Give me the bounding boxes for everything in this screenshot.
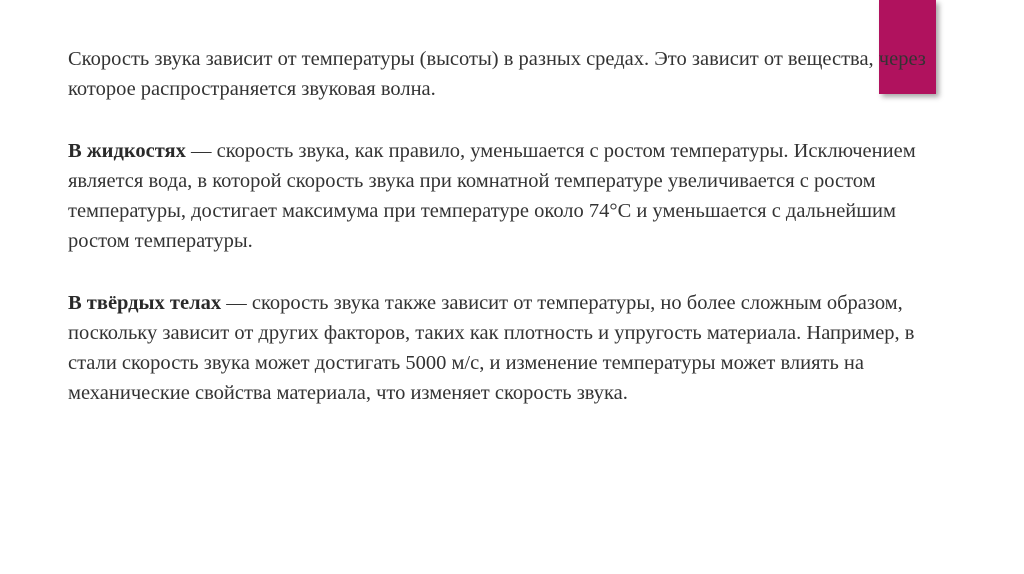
paragraph-lead: В твёрдых телах: [68, 292, 222, 314]
paragraph-text: — скорость звука, как правило, уменьшается с ростом температуры. Исключением является вода, в которой скорость звука при комнатной температуре увеличивается с ростом температуры, достигает максимума при температуре около 74°C и уменьшается с дальнейшим ростом температуры.: [68, 140, 916, 252]
paragraph-solids: [68, 288, 938, 408]
slide-content: [68, 44, 938, 440]
paragraph-lead: В жидкостях: [68, 140, 186, 162]
paragraph-intro: [68, 44, 938, 104]
paragraph-text: — скорость звука также зависит от температуры, но более сложным образом, поскольку зависит от других факторов, таких как плотность и упругость материала. Например, в стали скорость звука может достигать 5000 м/с, и изменение температуры может влиять на механические свойства материала, что изменяет скорость звука.: [68, 292, 915, 404]
paragraph-text: Скорость звука зависит от температуры (высоты) в разных средах. Это зависит от вещества, через которое распространяется звуковая волна.: [68, 48, 926, 100]
paragraph-liquids: [68, 136, 938, 256]
